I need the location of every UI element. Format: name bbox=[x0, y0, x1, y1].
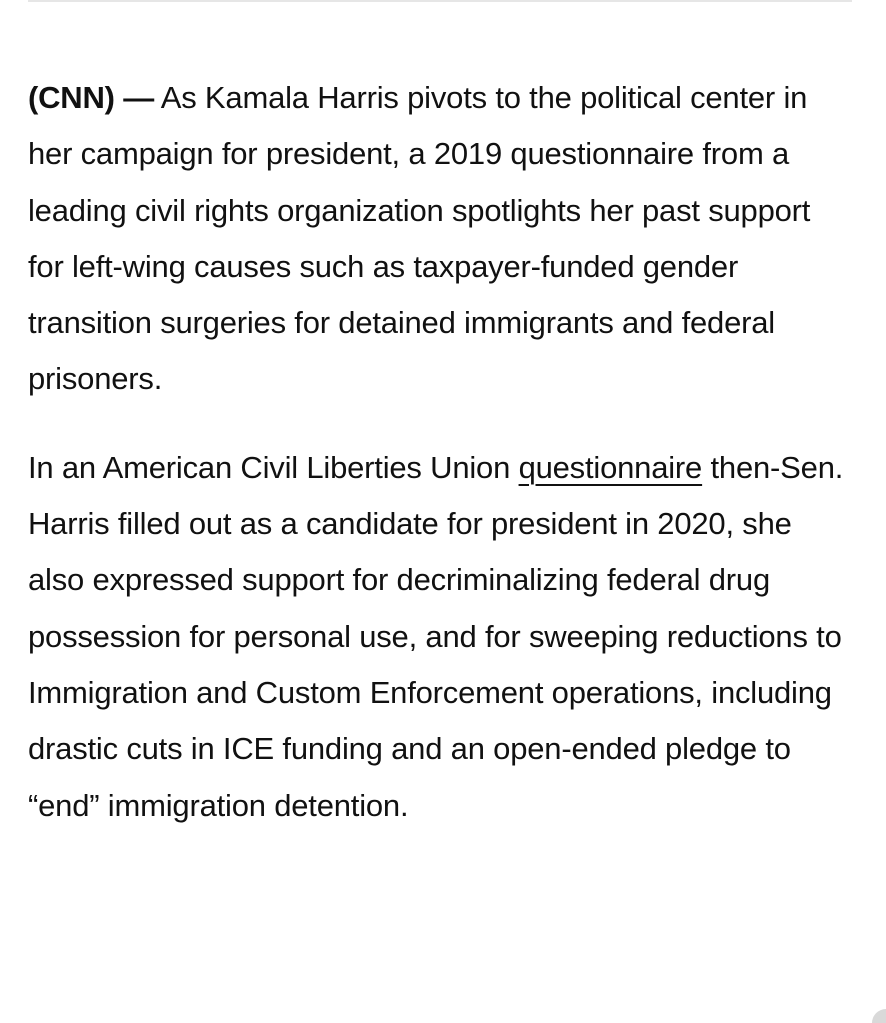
paragraph-2-text-after-link: then-Sen. Harris filled out as a candidate for president in 2020, she also expressed support for decriminalizing federal drug possession for personal use, and for sweeping reductions to Immigration and Custom Enforcement operations, including drastic cuts in ICE funding and an open-ended pledge to “end” immigration detention. bbox=[28, 449, 844, 823]
corner-decoration bbox=[872, 1009, 886, 1023]
dateline: (CNN) — bbox=[28, 80, 155, 115]
article-body bbox=[28, 70, 848, 834]
top-divider bbox=[28, 0, 852, 2]
paragraph-1-text: As Kamala Harris pivots to the political center in her campaign for president, a 2019 questionnaire from a leading civil rights organization spotlights her past support for left-wing causes such as taxpayer-funded gender transition surgeries for detained immigrants and federal prisoners. bbox=[28, 80, 811, 397]
paragraph-2-text-before-link: In an American Civil Liberties Union bbox=[28, 449, 519, 485]
article-paragraph-1 bbox=[28, 70, 848, 408]
article-paragraph-2 bbox=[28, 440, 848, 834]
questionnaire-link[interactable]: questionnaire bbox=[518, 449, 703, 485]
